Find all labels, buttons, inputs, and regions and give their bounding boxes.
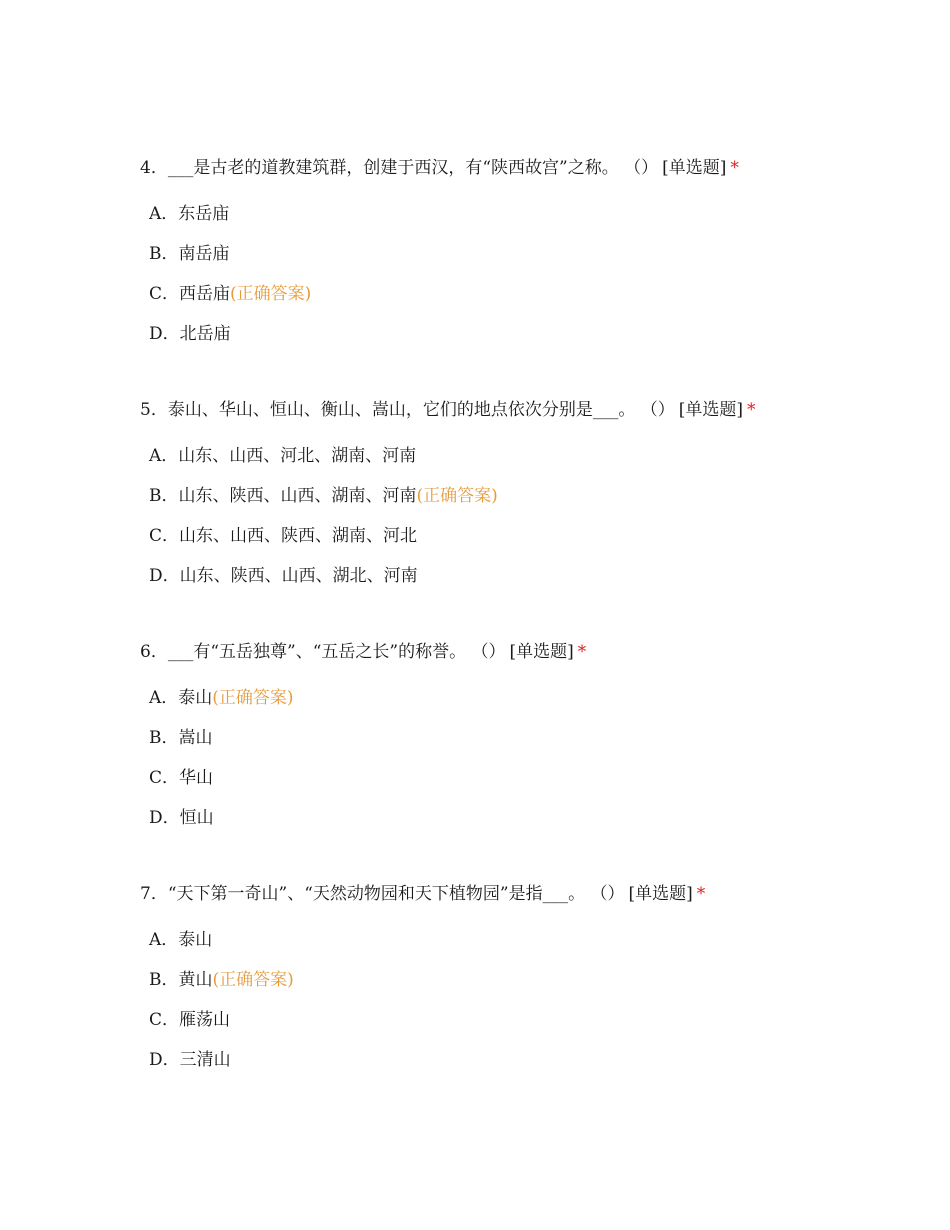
correct-answer-tag: (正确答案) [212,688,294,708]
option-label: A．泰山 [149,930,213,950]
option-d[interactable] [149,564,920,588]
question-number: 5． [140,400,168,420]
option-a[interactable] [149,202,920,226]
required-marker: * [577,642,587,662]
option-a[interactable] [149,686,920,710]
option-d[interactable] [149,322,920,346]
option-b[interactable] [149,726,920,750]
option-label: B．南岳庙 [149,244,230,264]
option-label: D．三清山 [149,1050,231,1070]
option-label: B．嵩山 [149,728,213,748]
option-label: B．黄山 [149,970,213,990]
question-number: 6． [140,642,168,662]
option-label: C．山东、山西、陕西、湖南、河北 [149,526,418,546]
option-label: D．北岳庙 [149,324,231,344]
question-title [140,882,920,906]
question-7 [140,882,920,1072]
option-c[interactable] [149,282,920,306]
option-label: A．泰山 [149,688,213,708]
option-a[interactable] [149,444,920,468]
question-type-label: [单选题] [662,158,727,178]
option-b[interactable] [149,242,920,266]
question-text: ___有“五岳独尊”、“五岳之长”的称誉。 （） [167,642,506,662]
option-b[interactable] [149,968,920,992]
required-marker: * [747,400,756,420]
question-number: 7． [140,884,168,904]
correct-answer-tag: (正确答案) [230,284,312,304]
option-label: D．恒山 [149,808,214,828]
option-label: C．雁荡山 [149,1010,231,1030]
required-marker: * [730,158,739,178]
question-type-label: [单选题] [628,884,693,904]
question-text: ___是古老的道教建筑群，创建于西汉，有“陕西故宫”之称。 （） [167,158,659,178]
option-d[interactable] [149,806,920,830]
option-a[interactable] [149,928,920,952]
correct-answer-tag: (正确答案) [416,486,498,506]
question-5 [140,398,920,588]
required-marker: * [696,884,706,904]
question-title [140,398,920,422]
question-title [140,640,920,664]
question-type-label: [单选题] [509,642,574,662]
option-label: A．东岳庙 [149,204,230,224]
question-4 [140,156,920,346]
option-b[interactable] [149,484,920,508]
option-label: C．华山 [149,768,214,788]
option-label: D．山东、陕西、山西、湖北、河南 [149,566,418,586]
option-label: C．西岳庙 [149,284,231,304]
question-text: “天下第一奇山”、“天然动物园和天下植物园”是指___。 （） [167,884,625,904]
question-title [140,156,920,180]
question-6 [140,640,920,830]
correct-answer-tag: (正确答案) [212,970,294,990]
option-d[interactable] [149,1048,920,1072]
option-label: A．山东、山西、河北、湖南、河南 [149,446,417,466]
option-label: B．山东、陕西、山西、湖南、河南 [149,486,417,506]
question-text: 泰山、华山、恒山、衡山、嵩山，它们的地点依次分别是___。 （） [167,400,675,420]
question-number: 4． [140,158,168,178]
option-c[interactable] [149,524,920,548]
option-c[interactable] [149,766,920,790]
option-c[interactable] [149,1008,920,1032]
question-type-label: [单选题] [678,400,743,420]
